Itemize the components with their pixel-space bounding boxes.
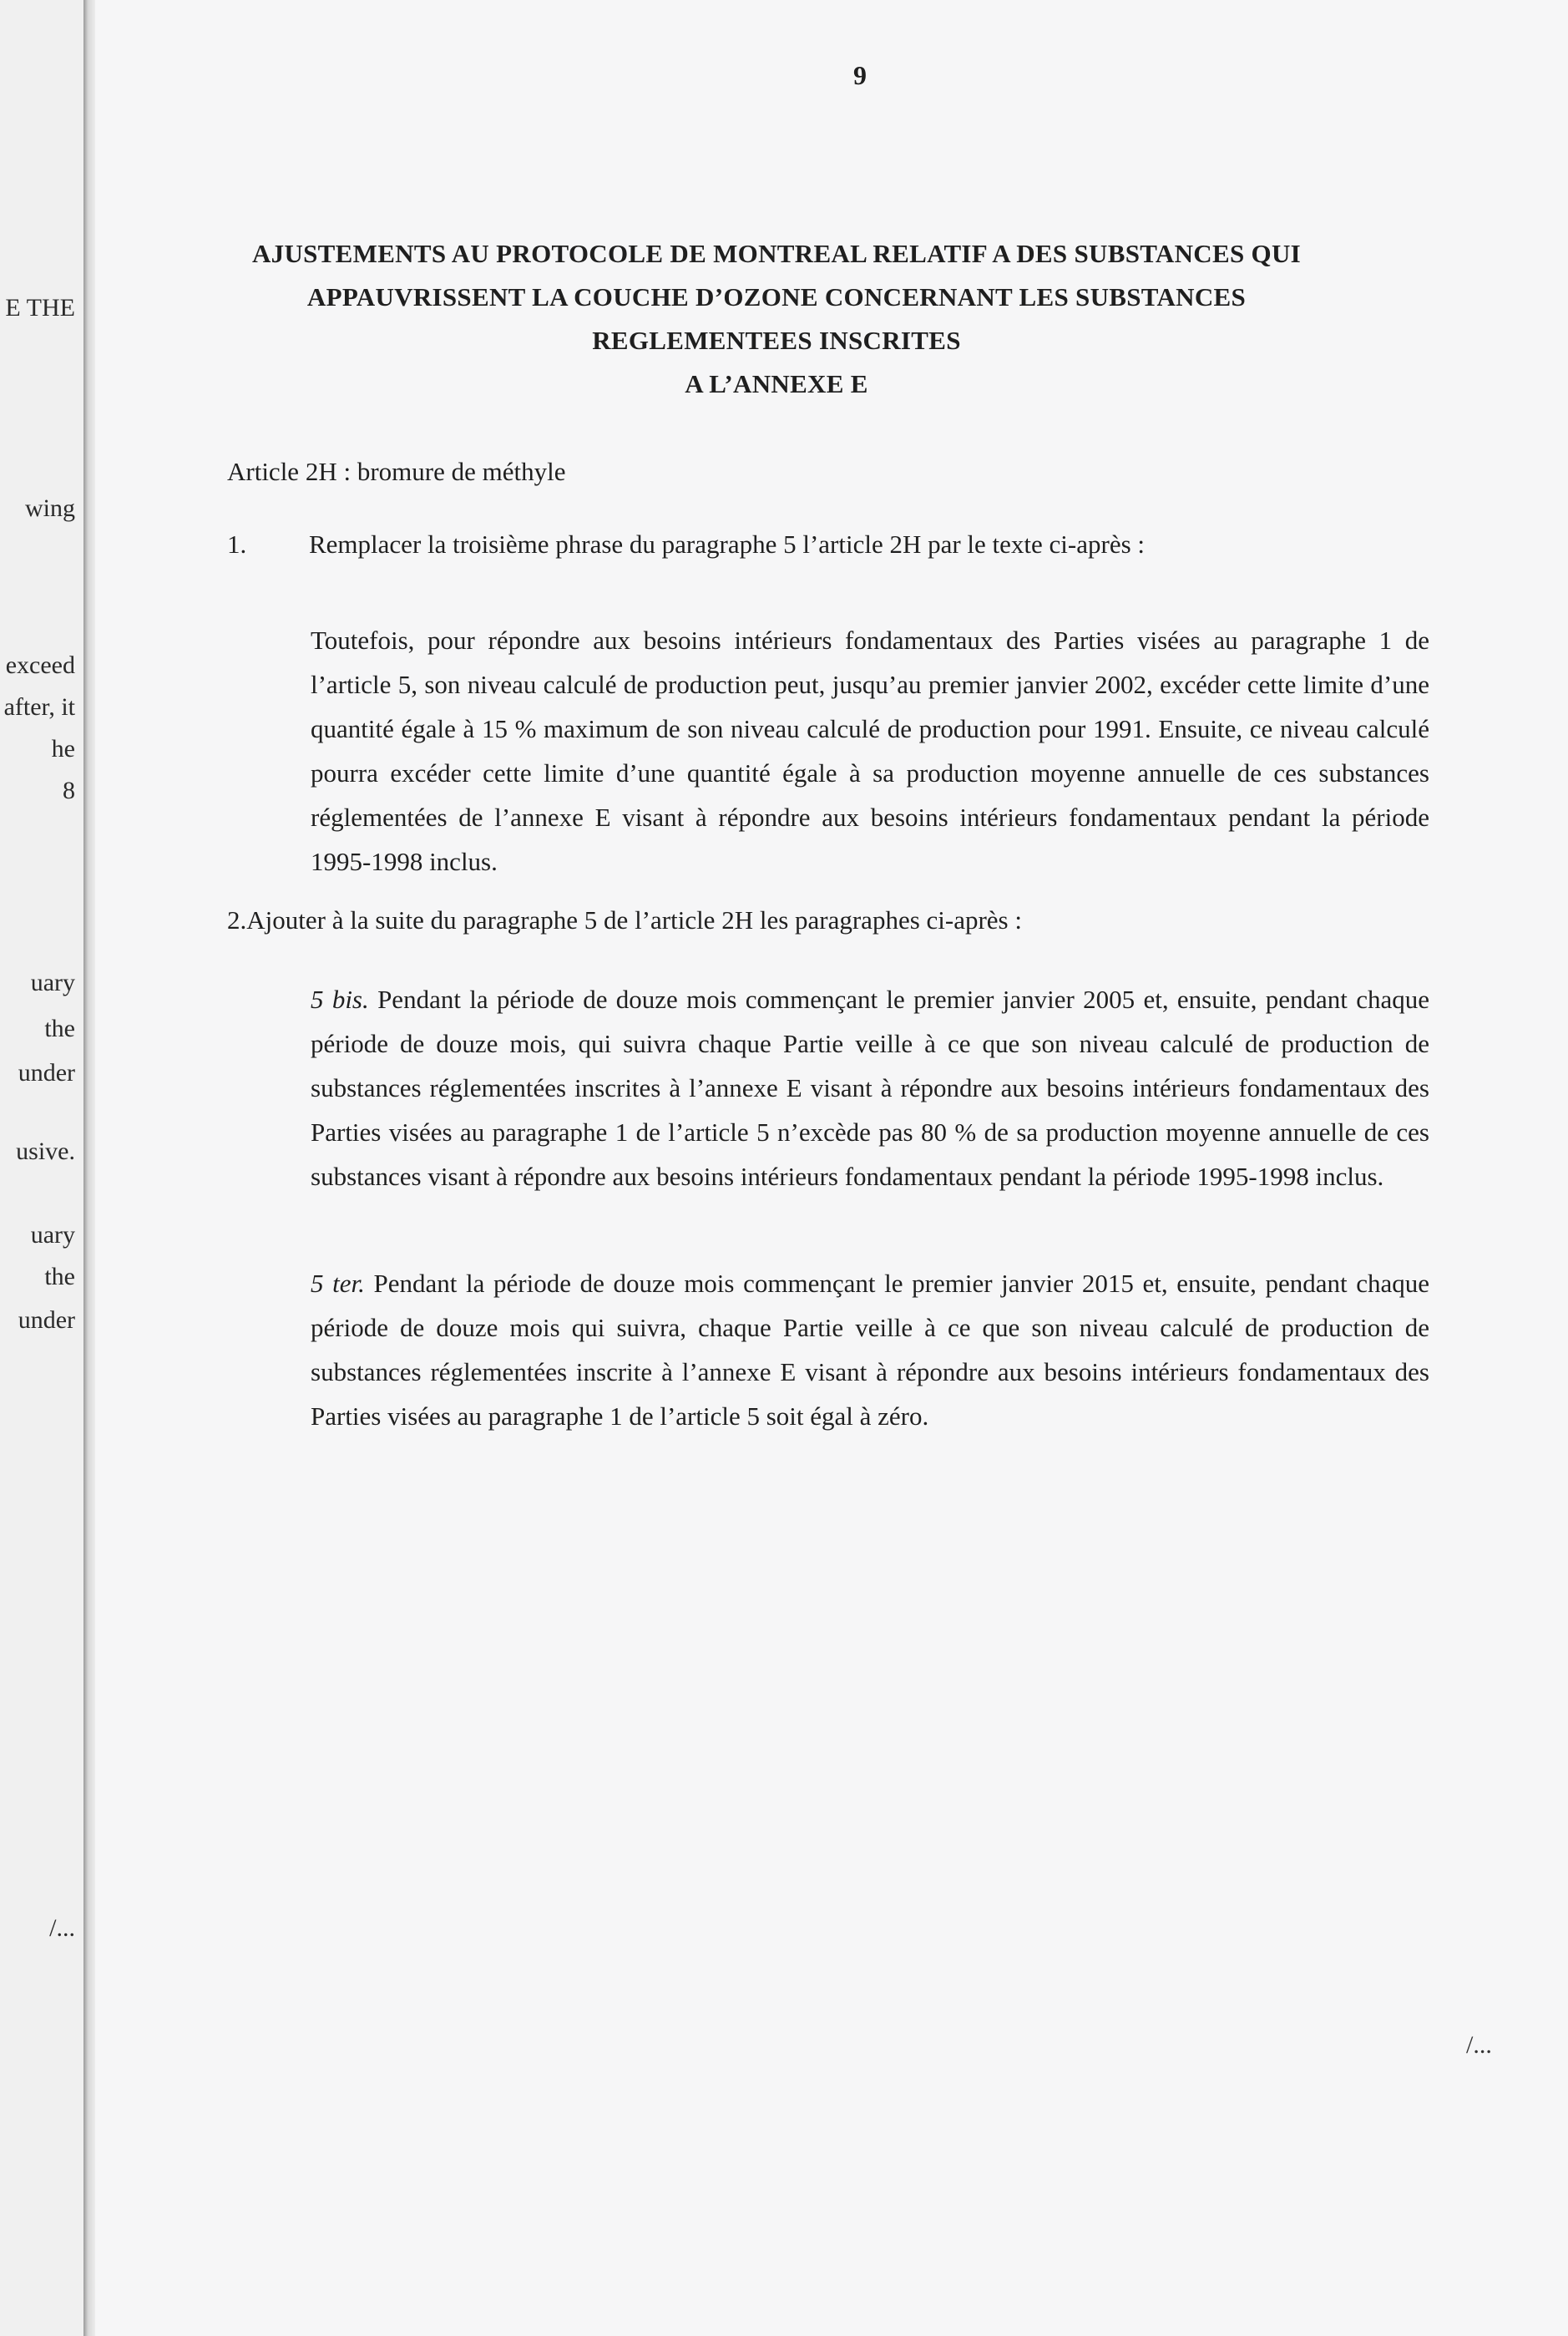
title-line: APPAUVRISSENT LA COUCHE D’OZONE CONCERNANT LES SUBSTANCES	[306, 282, 1247, 312]
paragraph-5-bis	[311, 977, 1429, 1198]
adjacent-page-fragment: the	[44, 1263, 75, 1290]
adjacent-page-fragment: exceed	[5, 651, 75, 679]
title-line: A L’ANNEXE E	[685, 369, 868, 398]
title-line: AJUSTEMENTS AU PROTOCOLE DE MONTREAL RELATIF A DES SUBSTANCES QUI	[251, 239, 1302, 268]
adjacent-page-fragment: /...	[49, 1914, 75, 1942]
quoted-paragraph: Toutefois, pour répondre aux besoins intérieurs fondamentaux des Parties visées au paragraphe 1 de l’article 5, son niveau calculé de production peut, jusqu’au premier janvier 2002, excéder cette limite d’une quantité égale à 15 % maximum de son niveau calculé de production pour 1991. Ensuite, ce niveau calculé pourra excéder cette limite d’une quantité égale à sa production moyenne annuelle de ces substances réglementées de l’annexe E visant à répondre aux besoins intérieurs fondamentaux pendant la période 1995-1998 inclus.	[311, 626, 1429, 876]
adjacent-page-fragment: 8	[63, 777, 75, 804]
continuation-marker: /...	[1466, 2031, 1492, 2059]
adjacent-page-fragment: after, it	[3, 693, 75, 721]
paragraph-label: 5 bis.	[311, 985, 369, 1014]
adjacent-page-fragment: E THE	[5, 294, 75, 322]
adjacent-page-fragment: uary	[30, 1221, 75, 1249]
adjacent-page-fragment: uary	[30, 969, 75, 996]
adjacent-page-fragment: wing	[25, 494, 75, 522]
paragraph-text: Pendant la période de douze mois commençant le premier janvier 2005 et, ensuite, pendant chaque période de douze mois, qui suivra chaque Partie veille à ce que son niveau calculé de production de substances réglementées inscrites à l’annexe E visant à répondre aux besoins intérieurs fondamentaux des Parties visées au paragraphe 1 de l’article 5 n’excède pas 80 % de sa production moyenne annuelle de ces substances visant à répondre aux besoins intérieurs fondamentaux pendant la période 1995-1998 inclus.	[311, 985, 1429, 1191]
paragraph-5-ter	[311, 1261, 1429, 1438]
list-item-number: 1.	[227, 530, 247, 559]
adjacent-page-fragment: under	[18, 1306, 75, 1334]
document-title	[217, 232, 1336, 406]
adjacent-page-fragment: usive.	[16, 1138, 75, 1165]
list-item-1	[227, 522, 1145, 566]
adjacent-page-edge	[0, 0, 83, 2336]
title-line: REGLEMENTEES INSCRITES	[592, 326, 961, 355]
list-item-2: 2.Ajouter à la suite du paragraphe 5 de l’article 2H les paragraphes ci-après :	[227, 905, 1022, 935]
adjacent-page-fragment: the	[44, 1015, 75, 1042]
adjacent-page-fragment: he	[51, 735, 75, 763]
book-gutter	[83, 0, 95, 2336]
page-number: 9	[853, 60, 867, 90]
adjacent-page-fragment: under	[18, 1059, 75, 1087]
paragraph-text: Pendant la période de douze mois commençant le premier janvier 2015 et, ensuite, pendant chaque période de douze mois qui suivra, chaque Partie veille à ce que son niveau calculé de production de substances réglementées inscrite à l’annexe E visant à répondre aux besoins intérieurs fondamentaux des Parties visées au paragraphe 1 de l’article 5 soit égal à zéro.	[311, 1269, 1430, 1431]
list-item-text: Remplacer la troisième phrase du paragraphe 5 l’article 2H par le texte ci-après :	[309, 530, 1146, 559]
article-heading: Article 2H : bromure de méthyle	[227, 457, 566, 486]
paragraph-label: 5 ter.	[311, 1269, 365, 1298]
